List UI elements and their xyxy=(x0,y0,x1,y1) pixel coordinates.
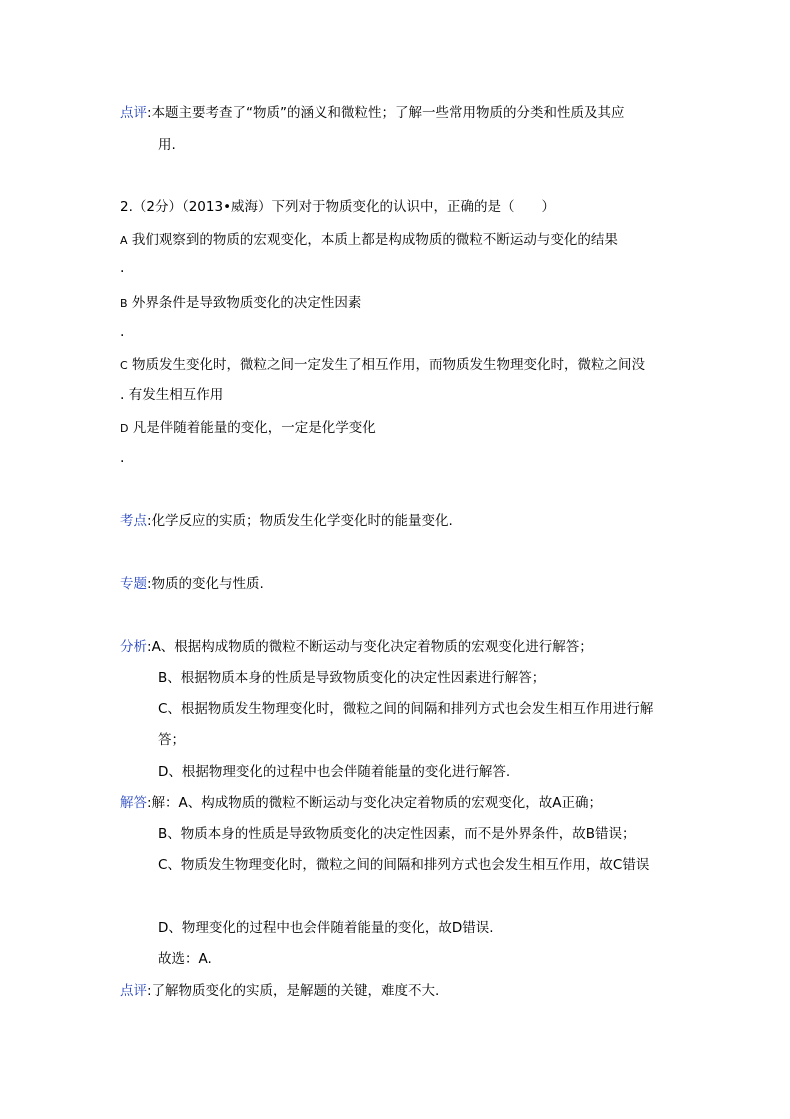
option-a-text: 我们观察到的物质的宏观变化，本质上都是构成物质的微粒不断运动与变化的结果 xyxy=(131,232,618,248)
fenxi-line-3: C、根据物质发生物理变化时，微粒之间的间隔和排列方式也会发生相互作用进行解 xyxy=(158,701,654,717)
option-b-letter: B xyxy=(120,297,128,310)
prev-review-text-cont: 用. xyxy=(158,137,176,153)
prev-review-colon: : xyxy=(147,105,152,121)
dianping-colon: : xyxy=(147,983,152,999)
option-d-text: 凡是伴随着能量的变化，一定是化学变化 xyxy=(132,420,376,436)
zhuanti-colon: : xyxy=(147,576,152,592)
fenxi-line-5: D、根据物理变化的过程中也会伴随着能量的变化进行解答. xyxy=(158,764,511,780)
zhuanti-line xyxy=(120,575,264,593)
fenxi-line-4: 答； xyxy=(158,732,185,748)
option-a-dot: . xyxy=(120,260,125,276)
option-a xyxy=(120,231,618,250)
jieda-line-5: 故选：A. xyxy=(158,951,212,967)
option-b-dot: . xyxy=(120,324,125,340)
kaodian-text: 化学反应的实质；物质发生化学变化时的能量变化. xyxy=(151,513,453,529)
jieda-text-1: 解：A、构成物质的微粒不断运动与变化决定着物质的宏观变化，故A正确； xyxy=(151,795,603,811)
option-d xyxy=(120,419,376,438)
jieda-line-3: C、物质发生物理变化时，微粒之间的间隔和排列方式也会发生相互作用，故C错误 xyxy=(158,857,650,873)
jieda-label: 解答 xyxy=(120,795,147,811)
option-d-dot: . xyxy=(120,450,125,466)
prev-review-text: 本题主要考查了“物质”的涵义和微粒性；了解一些常用物质的分类和性质及其应 xyxy=(151,105,625,121)
jieda-line-1 xyxy=(120,794,602,812)
option-b xyxy=(120,294,361,313)
fenxi-label: 分析 xyxy=(120,639,147,655)
option-c-text-cont: 有发生相互作用 xyxy=(128,387,224,403)
kaodian-colon: : xyxy=(147,513,152,529)
option-c-letter: C xyxy=(120,359,128,372)
dianping-label: 点评 xyxy=(120,983,147,999)
jieda-line-4: D、物理变化的过程中也会伴随着能量的变化，故D错误. xyxy=(158,920,494,936)
zhuanti-label: 专题 xyxy=(120,576,147,592)
option-d-letter: D xyxy=(120,422,129,435)
option-c-cont xyxy=(120,386,223,404)
zhuanti-text: 物质的变化与性质. xyxy=(151,576,264,592)
dianping-line xyxy=(120,982,439,1000)
fenxi-text-1: A、根据构成物质的微粒不断运动与变化决定着物质的宏观变化进行解答； xyxy=(151,639,593,655)
option-a-letter: A xyxy=(120,234,128,247)
option-c-text: 物质发生变化时，微粒之间一定发生了相互作用，而物质发生物理变化时，微粒之间没 xyxy=(131,357,645,373)
option-b-text: 外界条件是导致物质变化的决定性因素 xyxy=(131,295,362,311)
fenxi-line-2: B、根据物质本身的性质是导致物质变化的决定性因素进行解答； xyxy=(158,670,546,686)
fenxi-colon: : xyxy=(147,639,152,655)
jieda-line-2: B、物质本身的性质是导致物质变化的决定性因素，而不是外界条件，故B错误； xyxy=(158,826,636,842)
fenxi-line-1 xyxy=(120,638,593,656)
kaodian-line xyxy=(120,512,453,530)
option-c-dot: . xyxy=(120,387,125,403)
option-c xyxy=(120,356,645,375)
kaodian-label: 考点 xyxy=(120,513,147,529)
prev-review-line xyxy=(120,104,625,122)
jieda-colon: : xyxy=(147,795,152,811)
question-stem: 2.（2分）（2013•威海）下列对于物质变化的认识中，正确的是（ ） xyxy=(120,199,556,215)
dianping-text: 了解物质变化的实质，是解题的关键，难度不大. xyxy=(151,983,440,999)
prev-review-label: 点评 xyxy=(120,105,147,121)
